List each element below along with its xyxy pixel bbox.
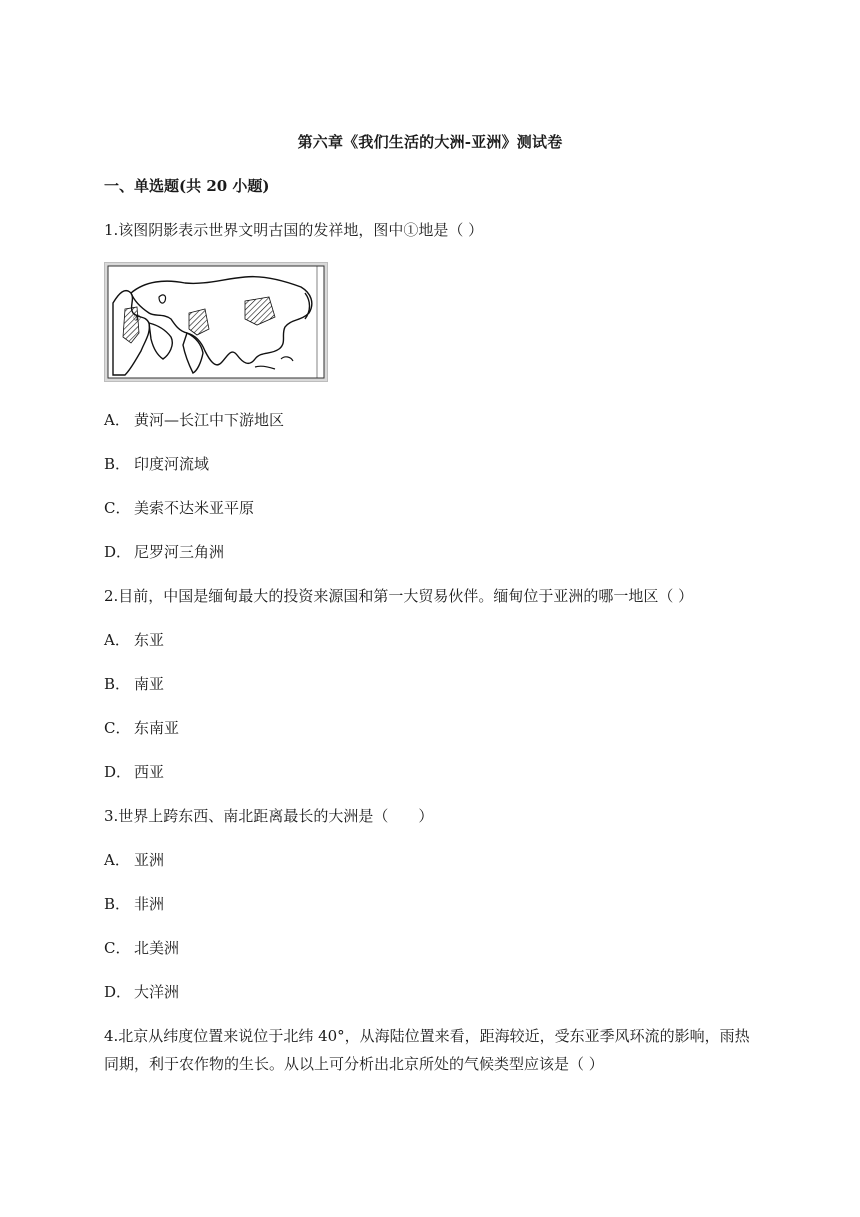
option-1a[interactable] [104,409,284,430]
option-text: 北美洲 [134,939,180,957]
question-3-stem: 3.世界上跨东西、南北距离最长的大洲是（ ） [104,807,434,825]
option-1b[interactable] [104,453,209,474]
option-key: D． [104,763,132,781]
asia-map-icon [105,263,327,381]
option-3a[interactable] [104,849,164,870]
option-text: 黄河—长江中下游地区 [134,411,285,429]
option-text: 大洋洲 [134,983,180,1001]
question-4-stem-line1: 4.北京从纬度位置来说位于北纬 40°，从海陆位置来看，距海较近，受东亚季风环流的影响，雨热 [104,1027,750,1045]
figure-marker: ① [133,314,142,324]
option-text: 东南亚 [134,719,180,737]
option-2c[interactable] [104,717,179,738]
question-2-stem: 2.目前，中国是缅甸最大的投资来源国和第一大贸易伙伴。缅甸位于亚洲的哪一地区（ ） [104,587,694,605]
option-text: 印度河流域 [134,455,210,473]
option-key: B． [104,455,131,473]
option-key: A． [104,851,130,869]
option-3c[interactable] [104,937,179,958]
option-1d[interactable] [104,541,224,562]
option-text: 亚洲 [134,851,165,869]
option-text: 南亚 [134,675,165,693]
option-text: 美索不达米亚平原 [134,499,255,517]
option-text: 西亚 [134,763,165,781]
option-text: 东亚 [134,631,165,649]
option-key: D． [104,983,132,1001]
option-key: D． [104,543,132,561]
option-key: B． [104,675,131,693]
asia-map-figure [104,262,328,382]
page-title: 第六章《我们生活的大洲-亚洲》测试卷 [297,133,563,151]
option-text: 尼罗河三角洲 [134,543,225,561]
option-2b[interactable] [104,673,164,694]
option-key: C． [104,719,131,737]
option-key: C． [104,939,131,957]
section-heading: 一、单选题(共 20 小题) [104,177,270,195]
option-2d[interactable] [104,761,164,782]
option-text: 非洲 [134,895,165,913]
option-key: A． [104,631,130,649]
option-3d[interactable] [104,981,179,1002]
question-4-stem-line2: 同期，利于农作物的生长。从以上可分析出北京所处的气候类型应该是（ ） [104,1055,604,1073]
option-key: B． [104,895,131,913]
option-3b[interactable] [104,893,164,914]
question-1-stem: 1.该图阴影表示世界文明古国的发祥地，图中①地是（ ） [104,221,484,239]
option-2a[interactable] [104,629,164,650]
option-key: C． [104,499,131,517]
option-key: A． [104,411,130,429]
option-1c[interactable] [104,497,254,518]
